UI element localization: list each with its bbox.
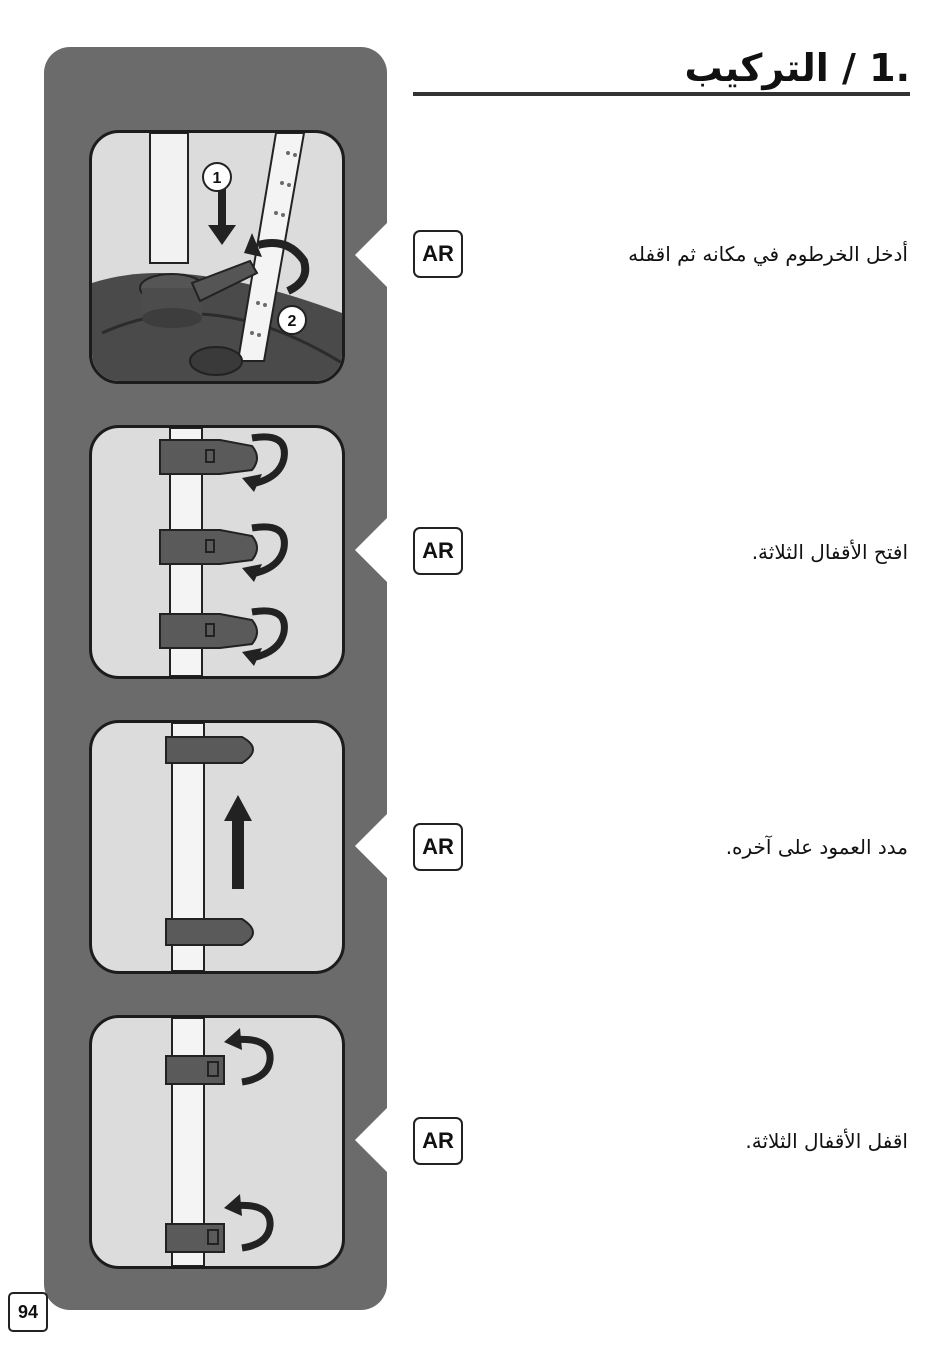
step-4-illustration (89, 1015, 345, 1269)
language-badge-3: AR (413, 823, 463, 871)
title-underline (413, 92, 910, 96)
panel-pointer-4 (355, 1106, 389, 1174)
callout-1: 1 (212, 170, 222, 187)
step-1-text: أدخل الخرطوم في مكانه ثم اقفله (628, 242, 908, 266)
callout-2: 2 (287, 313, 297, 330)
panel-pointer-3 (355, 812, 389, 880)
language-badge-1: AR (413, 230, 463, 278)
step-3-illustration (89, 720, 345, 974)
step-4-text: اقفل الأقفال الثلاثة. (745, 1129, 908, 1153)
step-3-text: مدد العمود على آخره. (725, 835, 908, 859)
step-2-text: افتح الأقفال الثلاثة. (751, 540, 908, 564)
page-number: 94 (8, 1292, 48, 1332)
page-title: .1 / التركيب (684, 46, 910, 90)
panel-pointer-2 (355, 516, 389, 584)
language-badge-4: AR (413, 1117, 463, 1165)
panel-pointer-1 (355, 221, 389, 289)
step-1-illustration (89, 130, 345, 384)
language-badge-2: AR (413, 527, 463, 575)
step-2-illustration (89, 425, 345, 679)
